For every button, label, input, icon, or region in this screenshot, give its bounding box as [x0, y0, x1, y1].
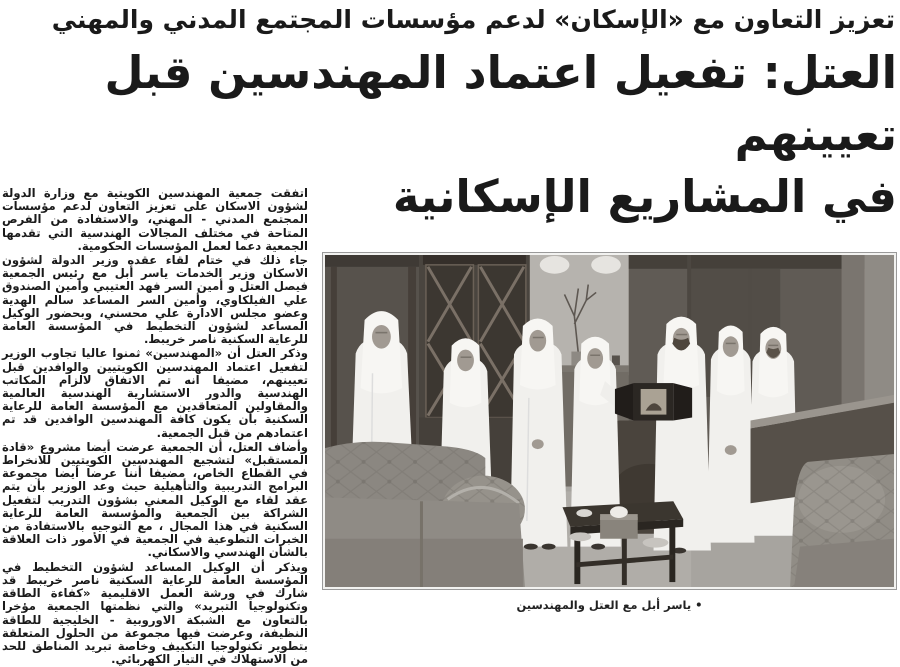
plate [643, 538, 669, 548]
article-paragraph: وأضاف العتل، أن الجمعية عرضت أيضا مشروع «قادة المستقبل» لتشجيع المهندسين الكويتيين للانخراط في القطاع الخاص، مضيفا أننا عرضا أيضا مجموعة البرامج التدريبية والتأهيلية حيث وعد الوزير بأن يتم عقد لقاء مع الوكيل المعني بشؤون التدريب لتفعيل الشراكة بين الجمعية والمؤسسة العامة للرعاية السكنية في هذا المجال ، مع التوجيه بالاستفادة من الخبرات التطوعية في الجمعية في الأمور ذات العلاقة بالشأن الهندسي والاسكاني. [2, 439, 308, 560]
teacup [576, 509, 592, 517]
article-paragraph: ويذكر أن الوكيل المساعد لشؤون التخطيط في المؤسسة العامة للرعاية السكنية ناصر خريبط قد شارك في ورشة العمل الاقليمية «كفاءة الطاقة وتكنولوجيا التبريد» والتي نظمتها الجمعية مؤخرا بالتعاون مع الشبكة الاوروبية - الخليجية للطاقة النظيفة، وعرضت فيها مجموعة من الحلول المتعلقة بتطوير تكنولوجيا التكييف وخاصة تبريد المناطق للحد من الاستهلاك في التيار الكهربائي. [2, 559, 308, 667]
article-paragraph: جاء ذلك في ختام لقاء عقده وزير الدولة لشؤون الاسكان وزير الخدمات ياسر أبل مع رئيس الجمعية فيصل العتل و أمين السر فهد العتيبي وأمين الصندوق علي الفيلكاوي، وأمين السر المساعد سالم الهدية وعضو مجلس الادارة علي محسني، وبحضور الوكيل المساعد لشؤون التخطيط في المؤسسة العامة للرعاية السكنية ناصر خريبط. [2, 253, 308, 347]
kicker-headline: تعزيز التعاون مع «الإسكان» لدعم مؤسسات المجتمع المدني والمهني [51, 5, 895, 34]
article-paragraph: اتفقت جمعية المهندسين الكويتية مع وزارة الدولة لشؤون الاسكان على تعزيز التعاون لدعم مؤسسات المجتمع المدني - المهني، والاستفادة من الفرص المتاحة في مختلف المجالات الهندسية التي تقدمها الجمعية دعما لعمل المؤسسات الحكومية. [2, 186, 308, 253]
plate [569, 532, 591, 541]
headline-line-2: في المشاريع الإسكانية [392, 170, 897, 223]
headline-line-1: العتل: تفعيل اعتماد المهندسين قبل تعيينهم [104, 46, 897, 161]
tissue-box [600, 517, 638, 539]
office-group-photo-illustration [325, 255, 894, 587]
photo-caption: • ياسر أبل مع العتل والمهندسين [516, 598, 703, 612]
news-photo [322, 252, 897, 590]
article-body-column [2, 187, 308, 667]
person-figure [707, 325, 754, 542]
article-paragraph: وذكر العتل أن «المهندسين» ثمنوا عاليا تجاوب الوزير لتفعيل اعتماد المهندسين الكويتيين والوافدين قبل تعيينهم، مضيفا انه تم الاتفاق لالزام المكاتب الهندسية والدور الاستشارية الهندسية العالمية والمقاولين المتعاقدين مع المؤسسة العامة للرعاية السكنية بأن يكون كافة المهندسين الوافدين قد تم اعتمادهم من قبل الجمعية. [2, 346, 308, 440]
